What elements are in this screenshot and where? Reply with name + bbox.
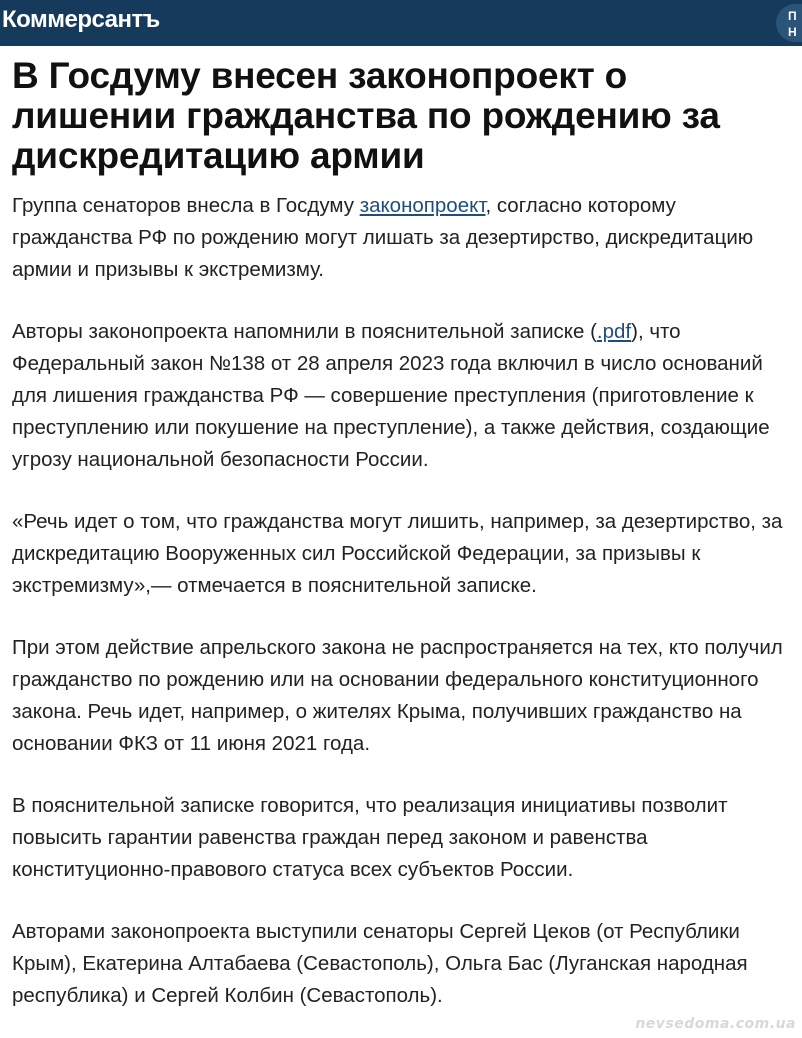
- paragraph-1-text-b: , согласно которому гражданства РФ по рождению могут лишать за дезертирство, дискредитацию армии и призывы к экстремизму.: [12, 194, 754, 281]
- header-menu-text-line2: Н: [788, 25, 797, 39]
- paragraph-5: В пояснительной записке говорится, что реализация инициативы позволит повысить гарантии равенства граждан перед законом и равенства конституционно-правового статуса всех субъектов России.: [12, 794, 728, 881]
- paragraph-2-text-b: ), что Федеральный закон №138 от 28 апреля 2023 года включил в число оснований для лишения гражданства РФ — совершение преступления (приготовление к преступлению или покушение на преступление), а также действия, создающие угрозу национальной безопасности России.: [12, 320, 770, 471]
- paragraph-2-text-a: Авторы законопроекта напомнили в пояснительной записке (: [12, 320, 597, 343]
- site-logo[interactable]: Коммерсантъ: [2, 6, 160, 33]
- header-menu-button[interactable]: [776, 4, 802, 42]
- article-body: [12, 56, 798, 1012]
- pdf-link[interactable]: .pdf: [596, 320, 632, 343]
- paragraph-3: «Речь идет о том, что гражданства могут лишить, например, за дезертирство, за дискредитацию Вооруженных сил Российской Федерации, за призывы к экстремизму»,— отмечается в пояснительной записке.: [12, 510, 783, 597]
- paragraph-2: [12, 316, 798, 476]
- paragraph-4: При этом действие апрельского закона не распространяется на тех, кто получил гражданство по рождению или на основании федерального конституционного закона. Речь идет, например, о жителях Крыма, получивших гражданство на основании ФКЗ от 11 июня 2021 года.: [12, 636, 783, 755]
- paragraph-1: [12, 190, 798, 286]
- header-menu-text-line1: П: [788, 9, 797, 23]
- article-title: В Госдуму внесен законопроект о лишении гражданства по рождению за дискредитацию армии: [12, 55, 720, 176]
- watermark: nevsedoma.com.ua: [635, 1016, 796, 1032]
- bill-link[interactable]: законопроект: [359, 194, 486, 217]
- paragraph-6: Авторами законопроекта выступили сенаторы Сергей Цеков (от Республики Крым), Екатерина Алтабаева (Севастополь), Ольга Бас (Луганская народная республика) и Сергей Колбин (Севастополь).: [12, 920, 748, 1007]
- site-header: [0, 0, 802, 46]
- paragraph-1-text-a: Группа сенаторов внесла в Госдуму: [12, 194, 360, 217]
